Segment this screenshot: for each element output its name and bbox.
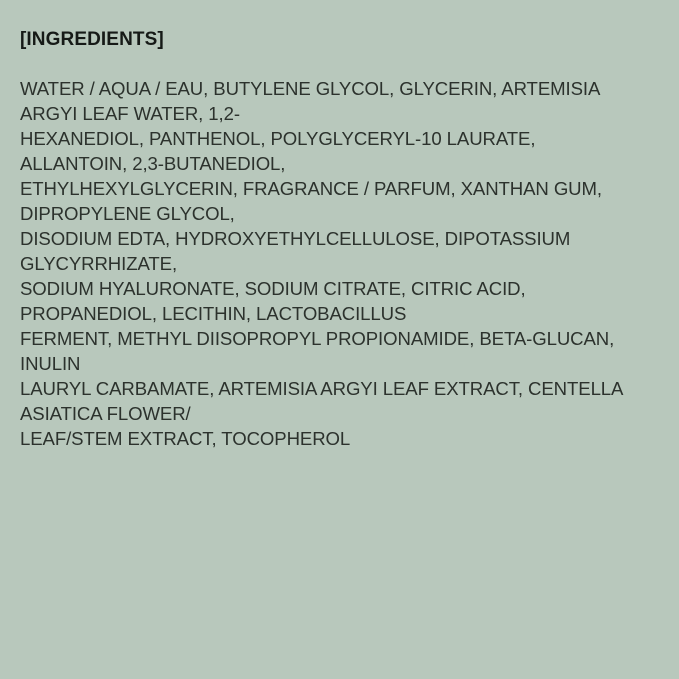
ingredients-line: ARGYI LEAF WATER, 1,2- (20, 103, 240, 124)
ingredients-line: ASIATICA FLOWER/ (20, 403, 191, 424)
ingredients-line: INULIN (20, 353, 81, 374)
ingredients-line: WATER / AQUA / EAU, BUTYLENE GLYCOL, GLYCERIN, ARTEMISIA (20, 78, 601, 99)
ingredients-line: PROPANEDIOL, LECITHIN, LACTOBACILLUS (20, 303, 407, 324)
ingredients-list (20, 76, 659, 451)
ingredients-line: ALLANTOIN, 2,3-BUTANEDIOL, (20, 153, 286, 174)
ingredients-line: FERMENT, METHYL DIISOPROPYL PROPIONAMIDE, BETA-GLUCAN, (20, 328, 615, 349)
ingredients-line: HEXANEDIOL, PANTHENOL, POLYGLYCERYL-10 LAURATE, (20, 128, 536, 149)
ingredients-line: LEAF/STEM EXTRACT, TOCOPHEROL (20, 428, 351, 449)
ingredients-line: SODIUM HYALURONATE, SODIUM CITRATE, CITRIC ACID, (20, 278, 526, 299)
ingredients-line: LAURYL CARBAMATE, ARTEMISIA ARGYI LEAF EXTRACT, CENTELLA (20, 378, 624, 399)
ingredients-line: GLYCYRRHIZATE, (20, 253, 178, 274)
ingredients-line: DISODIUM EDTA, HYDROXYETHYLCELLULOSE, DIPOTASSIUM (20, 228, 571, 249)
ingredients-line: ETHYLHEXYLGLYCERIN, FRAGRANCE / PARFUM, XANTHAN GUM, (20, 178, 602, 199)
ingredients-title: [INGREDIENTS] (20, 29, 164, 50)
ingredients-line: DIPROPYLENE GLYCOL, (20, 203, 235, 224)
